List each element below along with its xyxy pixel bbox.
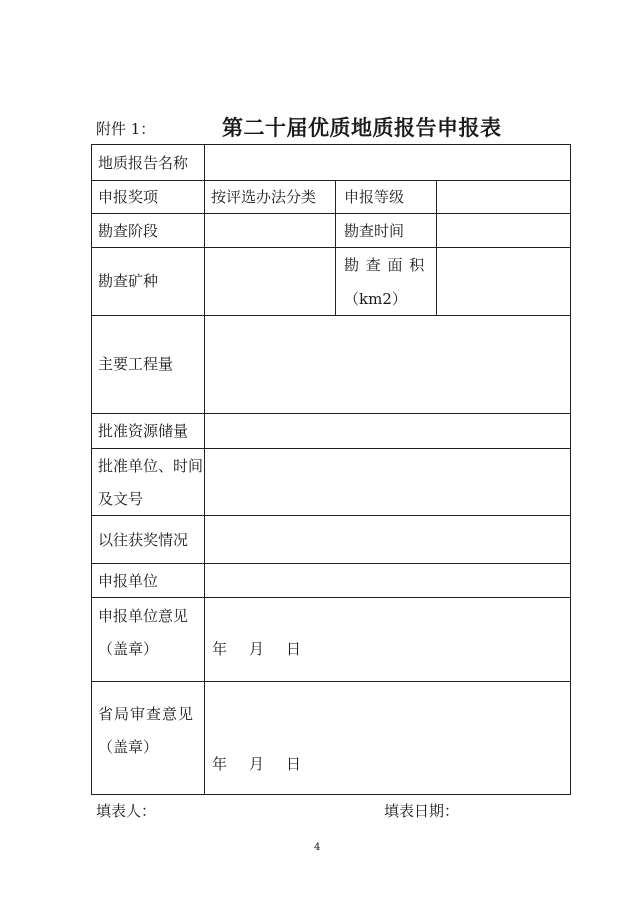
- approval-field[interactable]: [205, 449, 570, 515]
- survey-time-label: 勘查时间: [344, 222, 405, 240]
- survey-area-unit: （km2）: [344, 290, 407, 308]
- provincial-opinion-field[interactable]: [205, 682, 570, 794]
- fill-date-label: 填表日期：: [384, 802, 460, 820]
- survey-stage-field[interactable]: [205, 214, 335, 247]
- applicant-field[interactable]: [205, 564, 570, 597]
- award-item-value: 按评选办法分类: [211, 188, 317, 206]
- past-awards-label: 以往获奖情况: [98, 531, 189, 549]
- provincial-seal-label: （盖章）: [98, 738, 159, 756]
- application-form-table: [91, 144, 571, 795]
- page-number: 4: [314, 842, 321, 853]
- workload-field[interactable]: [205, 316, 570, 413]
- provincial-date-month: 月: [249, 755, 265, 773]
- mineral-field[interactable]: [205, 248, 335, 315]
- filler-label: 填表人：: [96, 802, 157, 820]
- award-level-label: 申报等级: [344, 188, 405, 206]
- provincial-opinion-label: 省局审查意见: [98, 705, 195, 723]
- applicant-date-month: 月: [249, 640, 265, 658]
- provincial-date-year: 年: [212, 755, 228, 773]
- award-level-field[interactable]: [437, 181, 570, 213]
- applicant-label: 申报单位: [98, 572, 159, 590]
- survey-area-field[interactable]: [437, 248, 570, 315]
- reserves-field[interactable]: [205, 414, 570, 448]
- mineral-label: 勘查矿种: [98, 272, 159, 290]
- award-item-label: 申报奖项: [98, 188, 159, 206]
- applicant-date-day: 日: [286, 640, 302, 658]
- attachment-label: 附件 1：: [96, 120, 156, 138]
- survey-area-label: 勘 查 面 积: [344, 256, 426, 274]
- approval-label-line1: 批准单位、时间: [98, 457, 204, 475]
- survey-time-field[interactable]: [437, 214, 570, 247]
- approval-label-line2: 及文号: [98, 490, 144, 508]
- applicant-opinion-label: 申报单位意见: [98, 607, 189, 625]
- provincial-date-day: 日: [286, 755, 302, 773]
- column-divider: [335, 180, 336, 315]
- past-awards-field[interactable]: [205, 516, 570, 563]
- report-name-field[interactable]: [205, 145, 570, 180]
- report-name-label: 地质报告名称: [98, 154, 189, 172]
- workload-label: 主要工程量: [98, 355, 174, 373]
- form-title: 第二十届优质地质报告申报表: [222, 115, 502, 140]
- applicant-seal-label: （盖章）: [98, 640, 159, 658]
- survey-stage-label: 勘查阶段: [98, 222, 159, 240]
- reserves-label: 批准资源储量: [98, 422, 189, 440]
- applicant-date-year: 年: [212, 640, 228, 658]
